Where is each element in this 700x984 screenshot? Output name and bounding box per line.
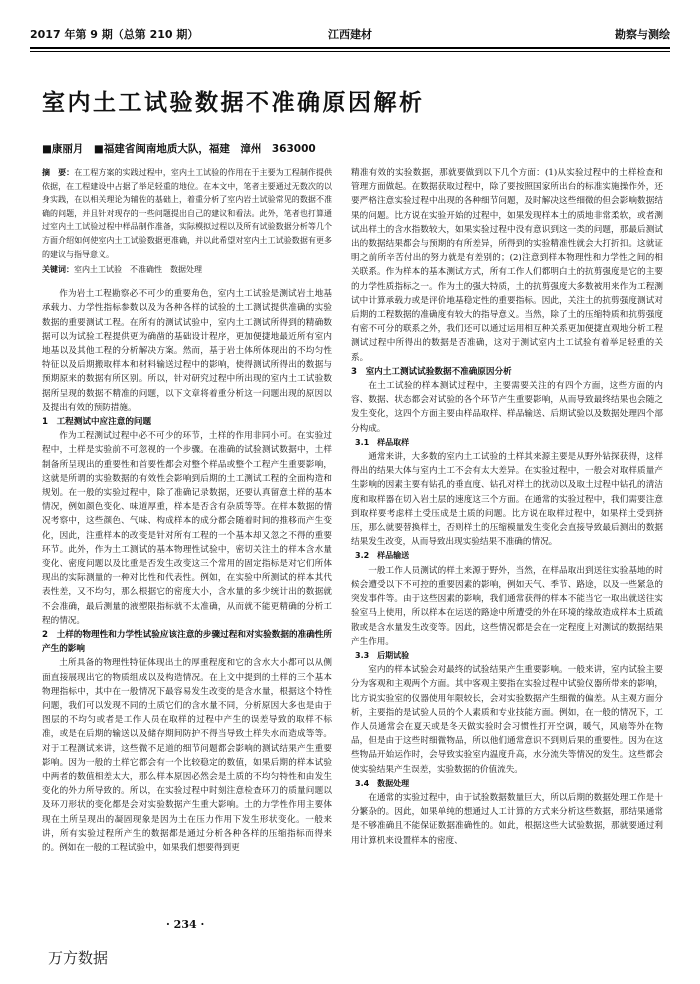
section-heading-1: 1 工程测试中应注意的问题 — [42, 416, 152, 427]
right-column — [351, 166, 663, 848]
section-2-continued: 精准有效的实验数据，那就要做到以下几个方面：(1)从实验过程中的土样检查和管理方面做起。在数据获取过程中，除了要按照国家所出台的标准实施操作外，还要严格注意实验过程中出现的各种细节问题，及时解决这些细微的但会影响数据结果的问题。比方说在实验开始的过程中，如果发现样本土的质地非常柔软，或者测试出样土的含水指数较大，如果实验过程中没有意识到这一类的问题，那最后测试出的数据结果都会与预期的有所差异，所得到的实验精准性就会大打折扣。这就证明之前所辛苦付出的努力就是有差别的；(2)注意到样本物理性和力学性之间的相关联系。作为样本的基本测试方式，所有工作人们都明白土的抗剪强度是它的主要的力学性质指标之一。作为土的强大特质，土的抗剪强度大多数被用来作为工程测试中计算承载力或是评价地基稳定性的重要指标。因此，关注土的抗剪强度测试对后期的工程数据的准确度有较大的指导意义。当然，除了土的压缩特质和抗剪强度有密不可分的联系之外，我们还可以通过运用相互种关系更加便捷直观地分析工程测试过程中所得出的数据是否准确，这对于测试室内土工试验有着举足轻重的关系。 — [351, 168, 663, 363]
page-number: · 234 · — [166, 918, 205, 931]
abstract — [42, 166, 332, 261]
subheading-3-2: 3.2 样品输送 — [355, 551, 410, 561]
subsection-3-2-paragraph: 一般工作人员测试的样土来源于野外，当然，在样品取出到送往实验基地的时候会遭受以下不可控的重要因素的影响，例如天气、季节、路途，以及一些紧急的突发事件等。由于这些因素的影响，我们通常获得的样本不能当它一取出就送往实验室马上使用，所以样本在运送的路途中所遭受的外在环境的缘故造成样本土质疏散或是含水量发生改变等。因此，这些情况都是会在一定程度上对测试的数据结果产生作用。 — [351, 565, 663, 647]
section-3-paragraph: 在土工试验的样本测试过程中，主要需要关注的有四个方面，这些方面的内容、数据、状态都会对试验的各个环节产生重要影响，从而导致最终结果也会随之发生变化，这四个方面主要由样品取样、样品输送、后期试验以及数据处理四个部分构成。 — [351, 381, 663, 434]
section-1-paragraph: 作为工程测试过程中必不可少的环节，土样的作用非同小可。在实验过程中，土样是实验前不可忽视的一个步骤。在准确的试验测试数据中，土样制备所呈现出的重要性和首要性都会对整个样品或整个工程产生重要影响，这就是所谓的实验数据的有效性会影响到后期的土工测试工程的全面构造和规划。在一般的实验过程中，除了准确记录数据，还要认真留意土样的基本情况，例如颜色变化、味道厚重，样本是否含有杂质等等。在样本数据的情况考察中，这些颜色、气味、构成样本的成分都会随着时间的推移而产生变化，因此，注重样本的改变是针对所有工程的一个基本却又忽之不得的重要环节。此外，作为土工测试的基本物理性试验中，密切关注土的样本含水量变化、密度问题以及比重是否发生改变这三个常用的固定指标是对它们所体现出的实际测量的一种对比性和代表性。例如，在实验中所测试的样本其代表性差，又不均匀，那么根据它的密度大小，含水量的多少统计出的数据就不会准确，最后测量的液塑限指标就不太准确，从而就不能更精确的分析工程的情况。 — [42, 431, 332, 626]
section-heading-3: 3 室内土工测试试验数据不准确原因分析 — [351, 366, 512, 377]
running-header — [30, 26, 670, 44]
section-name: 勘察与测绘 — [615, 28, 670, 41]
keywords-text: 室内土工试验 不准确性 数据处理 — [74, 265, 202, 275]
section-2-paragraph: 土所具备的物理性特征体现出土的厚重程度和它的含水大小都可以从侧面直接展现出它的物质组成以及构造情况。在上文中提到的土样的三个基本物理指标中，其中在一般情况下最容易发生改变的是含水量，根据这个特性问题，我们可以发现不同的土质它们的含水量不同，分析原因大多也是由于图层的不均匀或者是工作人员在取样的过程中产生的误差导致的取样不标准，或是在后期的输送以及储存期间防护不得当导致土样失水而造成等等。对于工程测试来讲，这些微不足道的细节问题都会影响的测试结果产生重要影响。因为一般的土样它都会有一个比较稳定的数值，如果后期的样本试验中两者的数值相差太大，那么样本原因必然会是土质的不均匀特性和由发生变化的外力所导致的。所以，在实验过程中时刻注意检查环刀的质量问题以及环刀形状的变化都是会对实验数据产生重大影响。土的力学性作用主要体现在土所呈现出的凝固现象是因为土在压力作用下发生形状变化。一般来讲，所有实验过程所产生的数据都是通过分析各种各样的压缩指标而得来的。例如在一般的工程试验中，如果我们想要得到更 — [42, 658, 332, 854]
header-rule-thick — [30, 47, 670, 49]
subheading-3-4: 3.4 数据处理 — [355, 778, 410, 788]
abstract-label: 摘 要： — [42, 168, 75, 177]
author-line: ■康丽月 ■福建省闽南地质大队，福建 漳州 363000 — [42, 143, 316, 155]
subheading-3-1: 3.1 样品取样 — [355, 437, 410, 447]
keywords-label: 关键词： — [42, 265, 74, 275]
abstract-text: 在工程方案的实践过程中，室内土工试验的作用在于主要为工程制作提供依据，在工程建设中占据了举足轻重的地位。在本文中，笔者主要通过无数次的以身实践，在以相关理论为辅佐的基础上，着重分析了室内岩土试验常见的数据不准确的问题，并且针对现存的一些问题提出自己的建议和看法。此外，笔者也打算通过室内土工试验过程中样品制作准备，实际模拟过程以及所有试验数据分析等几个方面介绍如何使室内土工试验数据更准确，并以此希望对室内土工试验数据有更多的建议与指导意义。 — [42, 168, 333, 259]
source-logo: 万方数据 — [48, 949, 109, 967]
header-rule-thin — [30, 51, 670, 52]
journal-name: 江西建材 — [328, 28, 372, 41]
subsection-3-3-paragraph: 室内的样本试验会对最终的试验结果产生重要影响。一般来讲，室内试验主要分为客观和主观两个方面。其中客观主要指在实验过程中试验仪器所带来的影响，比方说实验室的仪器使用年限较长，会对实验数据产生细微的偏差。从主观方面分析，主要指的是试验人员的个人素质和专业技能方面。例如，在一般的情况下，工作人员通常会在夏天或是冬天做实验时会习惯性打开空调，暖气，风扇等外在物品，但是由于这些时细微物品，所以他们通常意识不到则后果的重要性。因为在这些物品开始运作时，会导致实验室内温度升高，水分流失等情况的发生。这些都会使实验结果产生误差，实验数据的价值流失。 — [351, 665, 663, 775]
subsection-3-4-paragraph: 在通常的实验过程中，由于试验数据数量巨大，所以后期的数据处理工作是十分繁杂的。因此，如果单纯的想通过人工计算的方式来分析这些数据，那结果通常是不够准确且不能保证数据准确性的。如此，根据这些大试验数据，那就要通过利用计算机来设置样本的密度、 — [351, 792, 663, 846]
issue-info: 2017 年第 9 期（总第 210 期） — [30, 28, 199, 41]
keywords — [42, 263, 332, 277]
section-heading-2: 2 土样的物理性和力学性试验应该注意的步骤过程和对实验数据的准确性所产生的影响 — [42, 630, 332, 655]
left-column — [42, 166, 332, 855]
article-title: 室内土工试验数据不准确原因解析 — [42, 90, 425, 116]
subheading-3-3: 3.3 后期试验 — [355, 650, 410, 660]
subsection-3-1-paragraph: 通常来讲，大多数的室内土工试验的土样其来源主要是从野外钻探获得，这样得出的结果大体与室内土工不会有太大差异。在实验过程中，一般会对取样质量产生影响的因素主要有钻孔的垂直度、钻孔对样土的扰动以及取土过程中钻孔的清洁度和取样器在切入岩土层的速度这三个方面。在通常的实验过程中，我们需要注意到取样要考虑样土受压成是土质的问题。比方说在取样过程中，如果样土受到挤压，那么就要替换样土，否则样土的压缩模量发生变化会直接导致最后测出的数据结果发生改变，从而导致出现实验结果不准确的情况。 — [351, 452, 663, 548]
intro-paragraph: 作为岩土工程勘察必不可少的重要角色，室内土工试验是测试岩土地基承载力、力学性指标参数以及为各种各样的试验的土工测试提供准确的实验数据的重要测试工程。在所有的测试试验中，室内土工测试所得到的精确数据可以为试验工程提供更为确凿的基础设计程序，更加便捷地最近所有室内地基以及其他工程的分析解决方案。然而，基于岩土体所体现出的不均匀性特征以及后期搬取样本和材料输送过程中的影响，使得测试所得出的数据与预期原来的数据有所区别。所以，针对研究过程中所出现的室内土工试验数据所呈现的数据不精准的问题，以下文章将着重分析这一问题出现的原因以及提出有效的预防措施。 — [42, 289, 332, 413]
